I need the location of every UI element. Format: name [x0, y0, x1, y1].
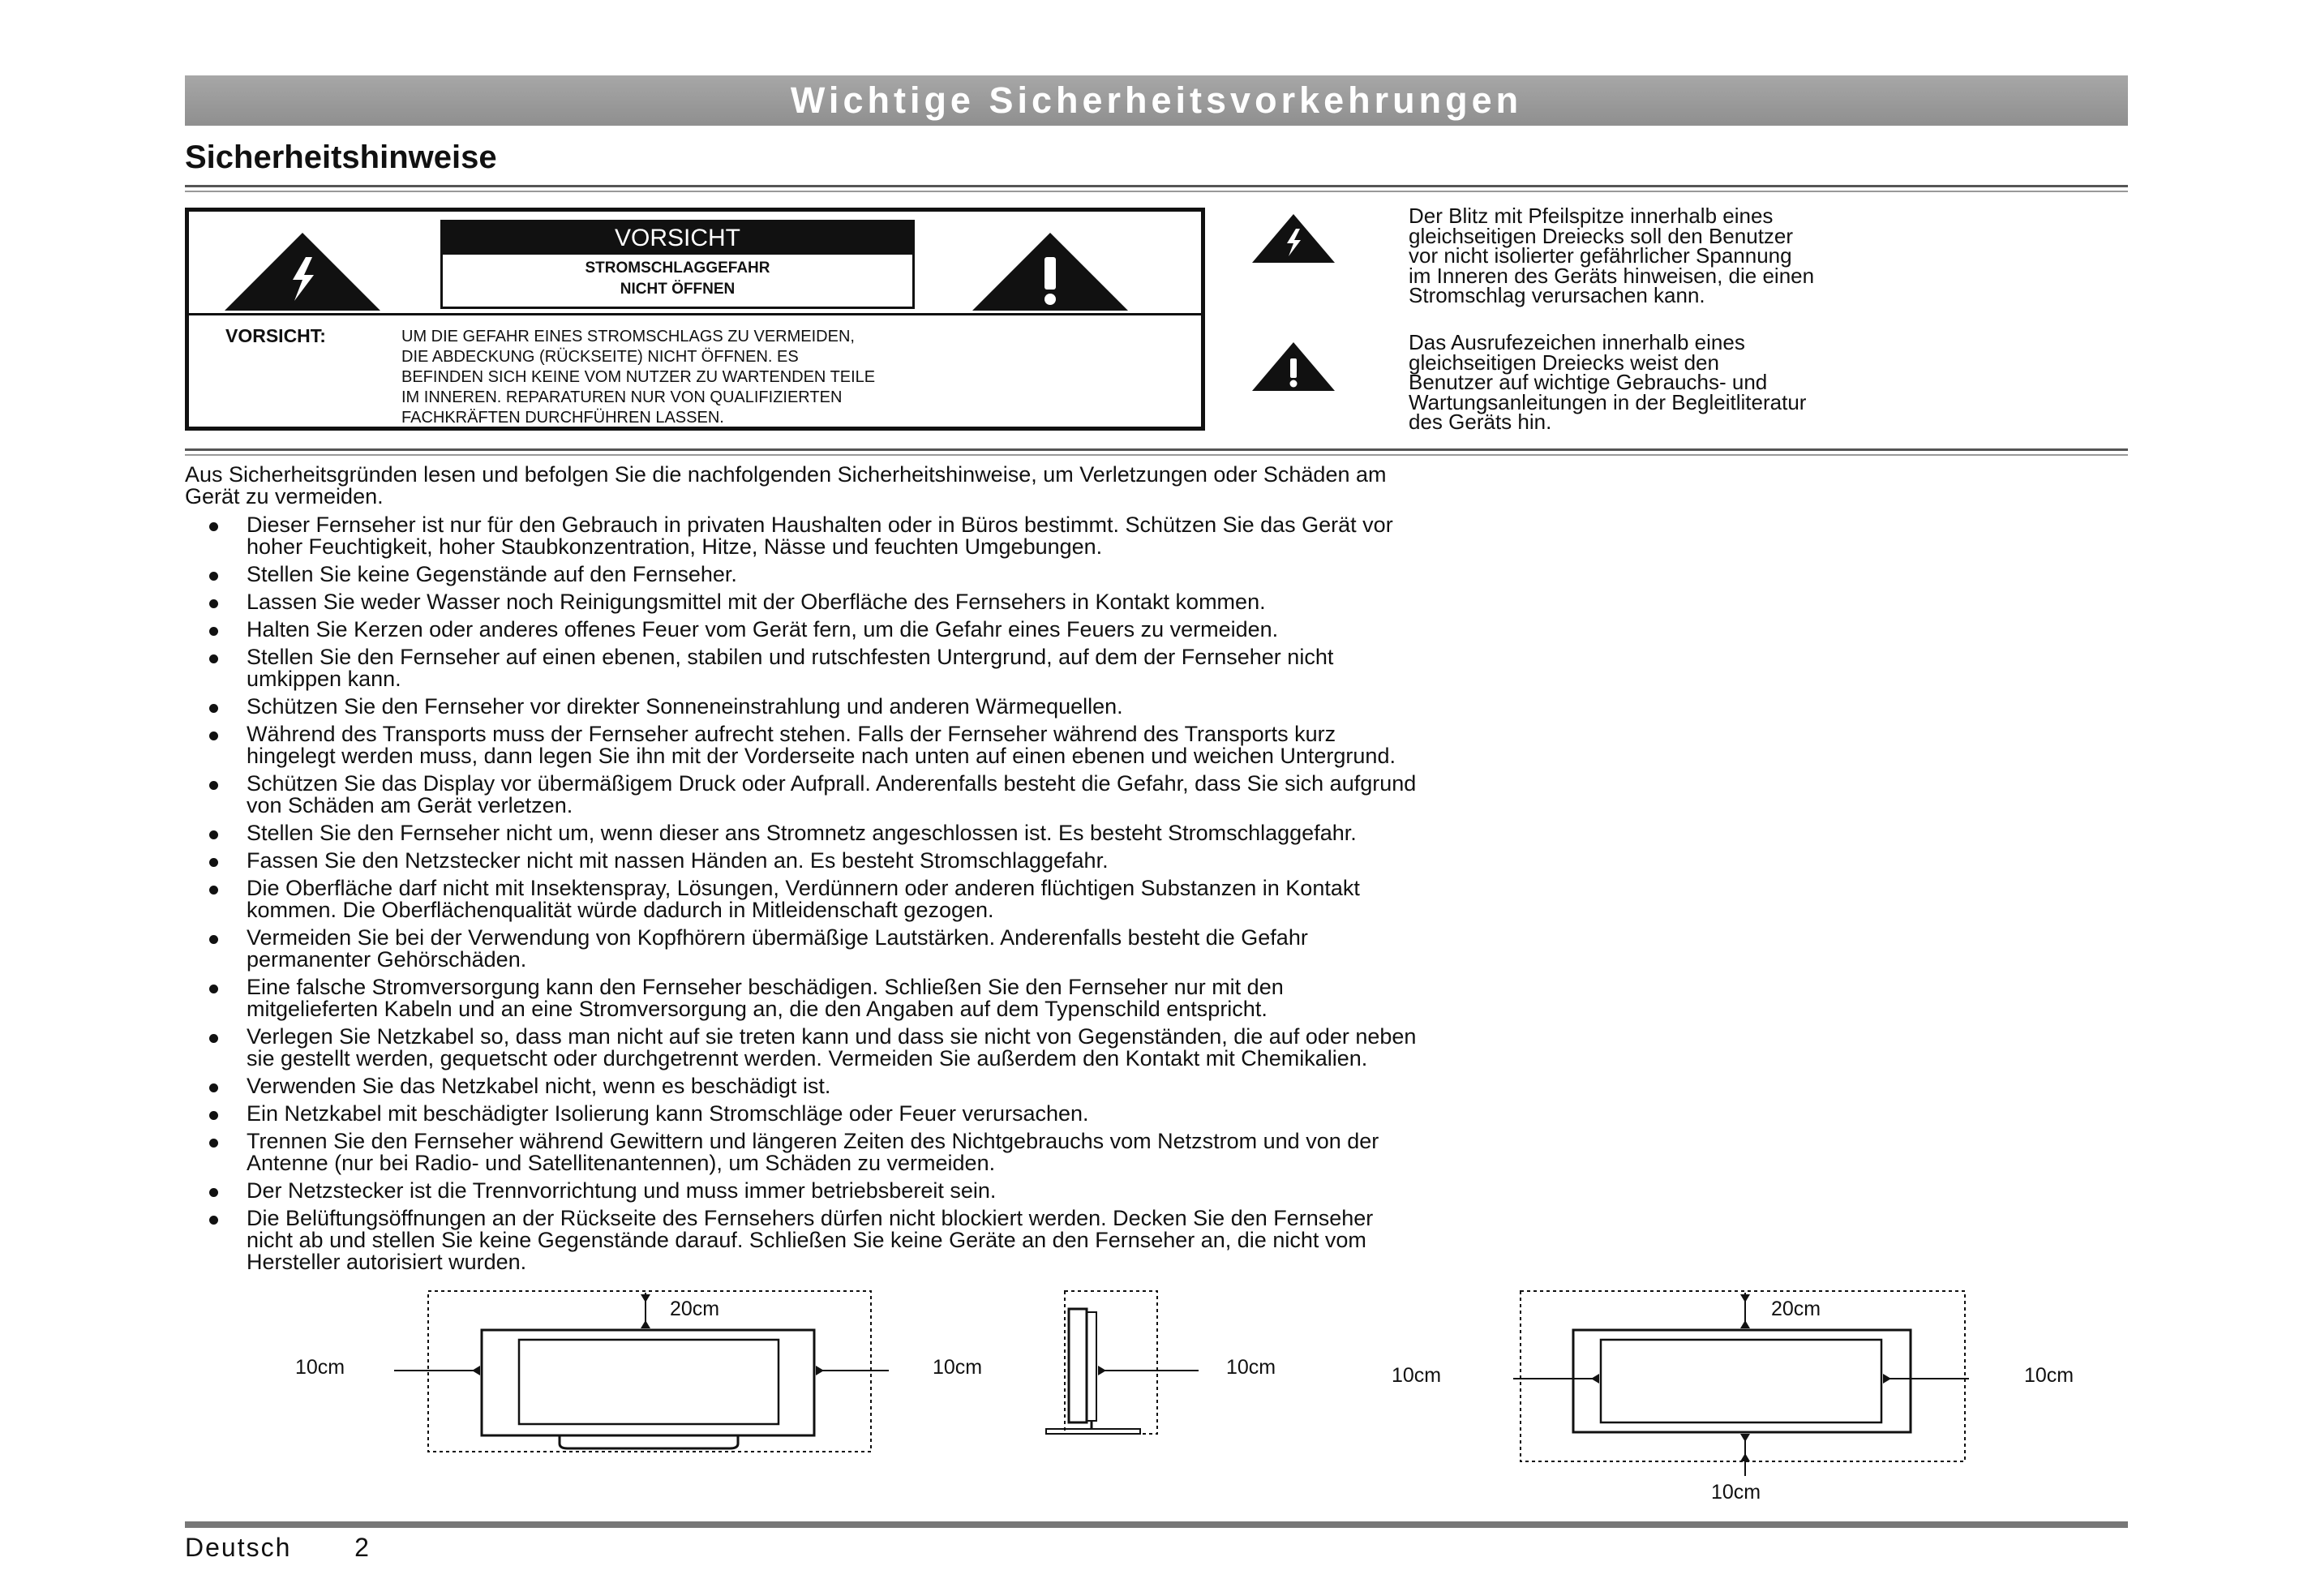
list-item-line: Dieser Fernseher ist nur für den Gebrauch in privaten Haushalten oder in Büros bestimmt. Schützen Sie das Gerät vor [247, 513, 1393, 537]
list-item-line: Hersteller autorisiert wurden. [247, 1250, 527, 1274]
list-item-text [247, 976, 1284, 1020]
footer [185, 1533, 371, 1563]
list-item-text [247, 850, 1109, 872]
caution-label: VORSICHT: [225, 325, 326, 346]
bullet-icon [209, 886, 218, 895]
list-item-text [247, 1180, 996, 1202]
list-item-text [247, 1103, 1089, 1125]
clearance-label-right: 10cm [2024, 1364, 2074, 1387]
list-item-text [247, 927, 1308, 971]
exclamation-triangle-icon [969, 230, 1131, 319]
caution-title: VORSICHT [443, 222, 912, 255]
list-item-text [247, 514, 1393, 558]
footer-divider [185, 1521, 2128, 1528]
list-item-text [247, 1130, 1379, 1174]
list-item-text [247, 696, 1123, 718]
bullet-icon [209, 599, 218, 608]
list-item-text [247, 1075, 830, 1097]
page-number: 2 [354, 1533, 371, 1562]
caution-text: UM DIE GEFAHR EINES STROMSCHLAGS ZU VERMEIDEN, DIE ABDECKUNG (RÜCKSEITE) NICHT ÖFFNEN. ES BEFINDEN SICH KEINE VOM NUTZER ZU WARTENDEN TEILE IM INNEREN. REPARATUREN NUR VON QUALIFIZIERTEN FACHKRÄFTEN DURCHFÜHREN LASSEN. [401, 328, 876, 427]
bullet-icon [209, 1034, 218, 1043]
list-item-line: mitgelieferten Kabeln und an eine Stromversorgung an, die den Angaben auf dem Typenschild entspricht. [247, 997, 1268, 1021]
list-item-text [247, 877, 1360, 921]
list-item-line: kommen. Die Oberflächenqualität würde dadurch in Mitleidenschaft gezogen. [247, 898, 994, 922]
list-item-text [247, 564, 737, 586]
bullet-icon [209, 830, 218, 839]
list-item-line: Die Oberfläche darf nicht mit Insektenspray, Lösungen, Verdünnern oder anderen flüchtigen Substanzen in Kontakt [247, 876, 1360, 900]
list-item-text [247, 1026, 1416, 1070]
list-item-line: sie gestellt werden, gequetscht oder durchgetrennt werden. Vermeiden Sie außerdem den Kontakt mit Chemikalien. [247, 1046, 1368, 1070]
list-item-line: hoher Feuchtigkeit, hoher Staubkonzentration, Hitze, Nässe und feuchten Umgebungen. [247, 534, 1103, 559]
lightning-triangle-icon [1249, 211, 1338, 268]
section-title: Sicherheitshinweise [185, 139, 497, 175]
bullet-icon [209, 704, 218, 713]
divider [185, 454, 2128, 456]
list-item-line: Fassen Sie den Netzstecker nicht mit nassen Händen an. Es besteht Stromschlaggefahr. [247, 848, 1109, 873]
intro-paragraph: Aus Sicherheitsgründen lesen und befolgen Sie die nachfolgenden Sicherheitshinweise, um Verletzungen oder Schäden am Gerät zu vermeiden. [185, 462, 1387, 508]
list-item-text [247, 1208, 1373, 1273]
list-item-line: umkippen kann. [247, 667, 401, 691]
list-item-line: nicht ab und stellen Sie keine Gegenstände darauf. Schließen Sie keine Geräte an den Fernseher an, die nicht vom [247, 1228, 1366, 1252]
bullet-icon [209, 781, 218, 790]
divider [185, 191, 2128, 192]
page-title-band [185, 75, 2128, 126]
list-item-line: von Schäden am Gerät verletzen. [247, 793, 573, 817]
exclamation-triangle-icon [1249, 339, 1338, 396]
list-item-line: Schützen Sie den Fernseher vor direkter Sonneneinstrahlung und anderen Wärmequellen. [247, 694, 1123, 719]
caution-box [185, 208, 1205, 431]
list-item-line: Ein Netzkabel mit beschädigter Isolierung kann Stromschläge oder Feuer verursachen. [247, 1101, 1089, 1126]
bullet-icon [209, 732, 218, 740]
list-item-line: Trennen Sie den Fernseher während Gewittern und längeren Zeiten des Nichtgebrauchs vom Netzstrom und von der [247, 1129, 1379, 1153]
caution-divider [189, 313, 1201, 315]
exclamation-legend: Das Ausrufezeichen innerhalb eines gleichseitigen Dreiecks weist den Benutzer auf wichtige Gebrauchs- und Wartungsanleitungen in der Begleitliteratur des Geräts hin. [1409, 330, 1807, 434]
list-item-line: hingelegt werden muss, dann legen Sie ihn mit der Vorderseite nach unten auf einen ebenen und weichen Untergrund. [247, 744, 1396, 768]
clearance-label-top: 20cm [1771, 1298, 1821, 1320]
list-item-line: Stellen Sie den Fernseher auf einen ebenen, stabilen und rutschfesten Untergrund, auf dem der Fernseher nicht [247, 645, 1334, 669]
list-item-text [247, 822, 1357, 844]
clearance-label-back: 10cm [1226, 1356, 1276, 1379]
bullet-icon [209, 1188, 218, 1197]
bullet-icon [209, 1216, 218, 1225]
clearance-label-right: 10cm [933, 1356, 983, 1379]
list-item-line: Verlegen Sie Netzkabel so, dass man nicht auf sie treten kann und dass sie nicht von Gegenständen, die auf oder neben [247, 1024, 1417, 1049]
list-item-line: Eine falsche Stromversorgung kann den Fernseher beschädigen. Schließen Sie den Fernseher nur mit den [247, 975, 1284, 999]
list-item-text [247, 591, 1266, 613]
bullet-icon [209, 1111, 218, 1120]
list-item-text [247, 646, 1333, 690]
bullet-icon [209, 627, 218, 636]
clearance-label-bottom: 10cm [1711, 1481, 1761, 1504]
bullet-icon [209, 1083, 218, 1092]
list-item-line: Schützen Sie das Display vor übermäßigem Druck oder Aufprall. Anderenfalls besteht die Gefahr, dass Sie sich aufgrund [247, 771, 1417, 796]
bullet-icon [209, 1139, 218, 1148]
list-item-line: Vermeiden Sie bei der Verwendung von Kopfhörern übermäßige Lautstärken. Anderenfalls besteht die Gefahr [247, 925, 1308, 950]
bullet-icon [209, 522, 218, 531]
bullet-icon [209, 935, 218, 944]
list-item-line: Verwenden Sie das Netzkabel nicht, wenn es beschädigt ist. [247, 1074, 831, 1098]
footer-language: Deutsch [185, 1533, 292, 1562]
divider [185, 185, 2128, 187]
bullet-icon [209, 985, 218, 993]
list-item-text [247, 723, 1396, 767]
clearance-label-left: 10cm [295, 1356, 345, 1379]
list-item-line: permanenter Gehörschäden. [247, 947, 527, 972]
list-item-line: Halten Sie Kerzen oder anderes offenes Feuer vom Gerät fern, um die Gefahr eines Feuers zu vermeiden. [247, 617, 1279, 641]
divider [185, 448, 2128, 451]
list-item-line: Stellen Sie den Fernseher nicht um, wenn dieser ans Stromnetz angeschlossen ist. Es besteht Stromschlaggefahr. [247, 821, 1357, 845]
list-item-line: Die Belüftungsöffnungen an der Rückseite des Fernsehers dürfen nicht blockiert werden. Decken Sie den Fernseher [247, 1206, 1374, 1230]
list-item-line: Der Netzstecker ist die Trennvorrichtung und muss immer betriebsbereit sein. [247, 1178, 997, 1203]
list-item-text [247, 773, 1416, 817]
caution-subtitle: STROMSCHLAGGEFAHR NICHT ÖFFNEN [585, 260, 770, 298]
list-item-line: Lassen Sie weder Wasser noch Reinigungsmittel mit der Oberfläche des Fernsehers in Kontakt kommen. [247, 590, 1266, 614]
lightning-legend: Der Blitz mit Pfeilspitze innerhalb eines gleichseitigen Dreiecks soll den Benutzer vor nicht isolierter gefährlicher Spannung im Inneren des Geräts hinweisen, die einen Stromschlag verursachen kann. [1409, 204, 1815, 307]
caution-header [440, 220, 915, 309]
lightning-triangle-icon [221, 230, 384, 319]
bullet-icon [209, 858, 218, 867]
page-title: Wichtige Sicherheitsvorkehrungen [790, 79, 1523, 121]
list-item-line: Während des Transports muss der Fernseher aufrecht stehen. Falls der Fernseher während des Transports kurz [247, 722, 1336, 746]
list-item-line: Antenne (nur bei Radio- und Satellitenantennen), um Schäden zu vermeiden. [247, 1151, 996, 1175]
bullet-icon [209, 654, 218, 663]
list-item-line: Stellen Sie keine Gegenstände auf den Fernseher. [247, 562, 737, 586]
clearance-label-top: 20cm [670, 1298, 720, 1320]
bullet-icon [209, 572, 218, 581]
clearance-label-left: 10cm [1392, 1364, 1442, 1387]
list-item-text [247, 619, 1278, 641]
